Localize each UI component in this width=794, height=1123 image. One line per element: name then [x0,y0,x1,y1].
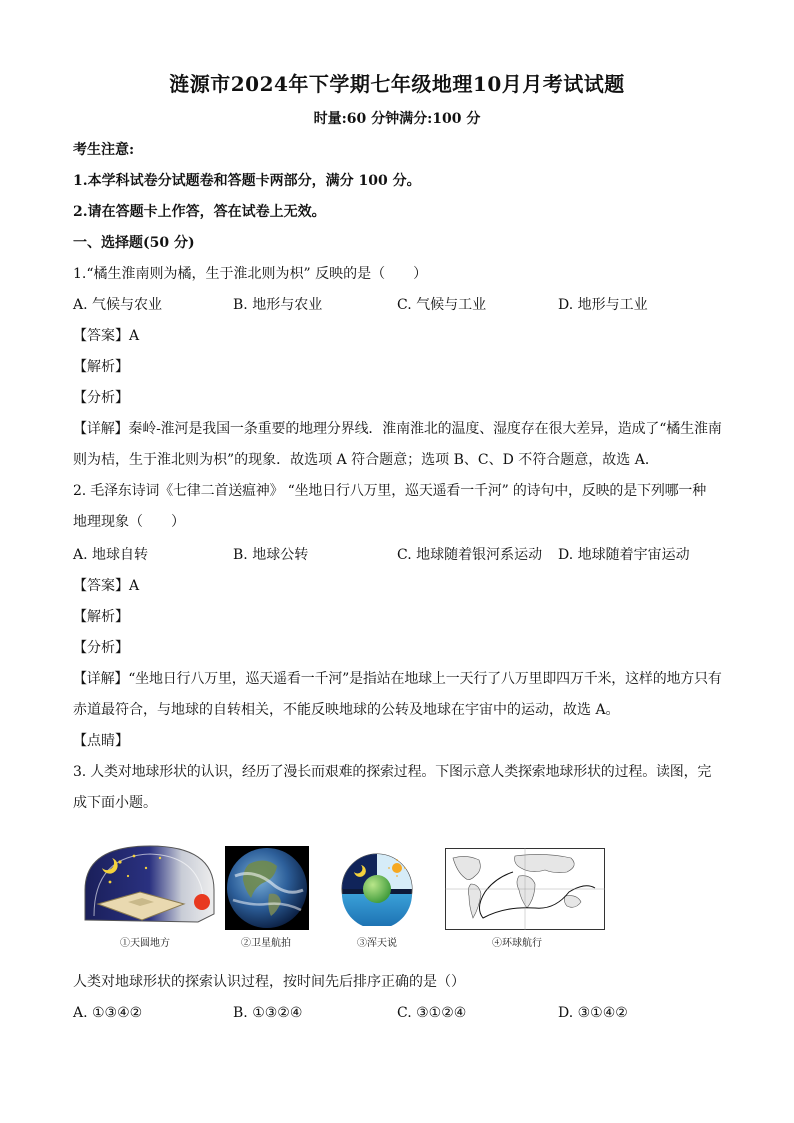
q2-stem-line-2: 地理现象（ ） [73,514,185,530]
q1-fenxi: 【分析】 [73,390,129,406]
q3-option-b: B. ①③②④ [233,1005,303,1021]
satellite-earth-photo [225,846,309,930]
page-title: 涟源市2024年下学期七年级地理10月月考试试题 [169,72,625,96]
notice-heading: 考生注意: [73,142,135,158]
q2-jiexi: 【解析】 [73,609,129,625]
q2-dianjing: 【点睛】 [73,733,129,749]
q1-option-b: B. 地形与农业 [233,297,323,313]
q2-stem-line-1: 2. 毛泽东诗词《七律二首送瘟神》 “坐地日行八万里，巡天遥看一千河” 的诗句中，反映的是下列哪一种 [73,483,707,499]
q3-option-d: D. ③①④② [558,1005,628,1021]
figure-caption-1: ①天圆地方 [120,938,170,949]
q1-option-a: A. 气候与农业 [73,297,163,313]
section-heading: 一、选择题(50 分) [73,235,195,251]
q2-detail-line-2: 赤道最符合，与地球的自转相关，不能反映地球的公转及地球在宇宙中的运动，故选 A。 [73,702,620,718]
q1-option-d: D. 地形与工业 [558,297,648,313]
q1-jiexi: 【解析】 [73,359,129,375]
q3-option-a: A. ①③④② [73,1005,143,1021]
q1-option-c: C. 气候与工业 [397,297,487,313]
figure-caption-3: ③浑天说 [357,938,397,949]
figure-caption-2: ②卫星航拍 [241,938,291,949]
q2-answer: 【答案】A [73,578,140,594]
q1-detail-line-1: 【详解】秦岭-淮河是我国一条重要的地理分界线．淮南淮北的温度、湿度存在很大差异，造成了“橘生淮南 [73,421,722,437]
q1-answer: 【答案】A [73,328,140,344]
q1-detail-line-2: 则为桔，生于淮北则为枳”的现象．故选项 A 符合题意；选项 B、C、D 不符合题意，故选 A． [73,452,659,468]
figure-caption-4: ④环球航行 [492,938,542,949]
q2-fenxi: 【分析】 [73,640,129,656]
notice-item-2: 2.请在答题卡上作答，答在试卷上无效。 [73,204,326,220]
hun-tian-illustration [340,852,414,926]
notice-item-1: 1.本学科试卷分试题卷和答题卡两部分，满分 100 分。 [73,173,421,189]
q3-stem-line-1: 3. 人类对地球形状的认识，经历了漫长而艰难的探索过程。下图示意人类探索地球形状的过程。读图，完 [73,764,712,780]
q2-option-d: D. 地球随着宇宙运动 [558,547,690,563]
q3-question: 人类对地球形状的探索认识过程，按时间先后排序正确的是（） [73,974,465,990]
q2-detail-line-1: 【详解】“坐地日行八万里，巡天遥看一千河”是指站在地球上一天行了八万里即四万千米，这样的地方只有 [73,671,722,687]
sky-dome-illustration [80,842,218,932]
page-subtitle: 时量:60 分钟满分:100 分 [313,111,481,127]
circumnavigation-map [445,848,605,930]
q1-stem: 1.“橘生淮南则为橘，生于淮北则为枳” 反映的是（ ） [73,266,428,282]
q2-option-b: B. 地球公转 [233,547,309,563]
q3-option-c: C. ③①②④ [397,1005,467,1021]
q2-option-a: A. 地球自转 [73,547,149,563]
q3-stem-line-2: 成下面小题。 [73,795,157,811]
q2-option-c: C. 地球随着银河系运动 [397,547,543,563]
